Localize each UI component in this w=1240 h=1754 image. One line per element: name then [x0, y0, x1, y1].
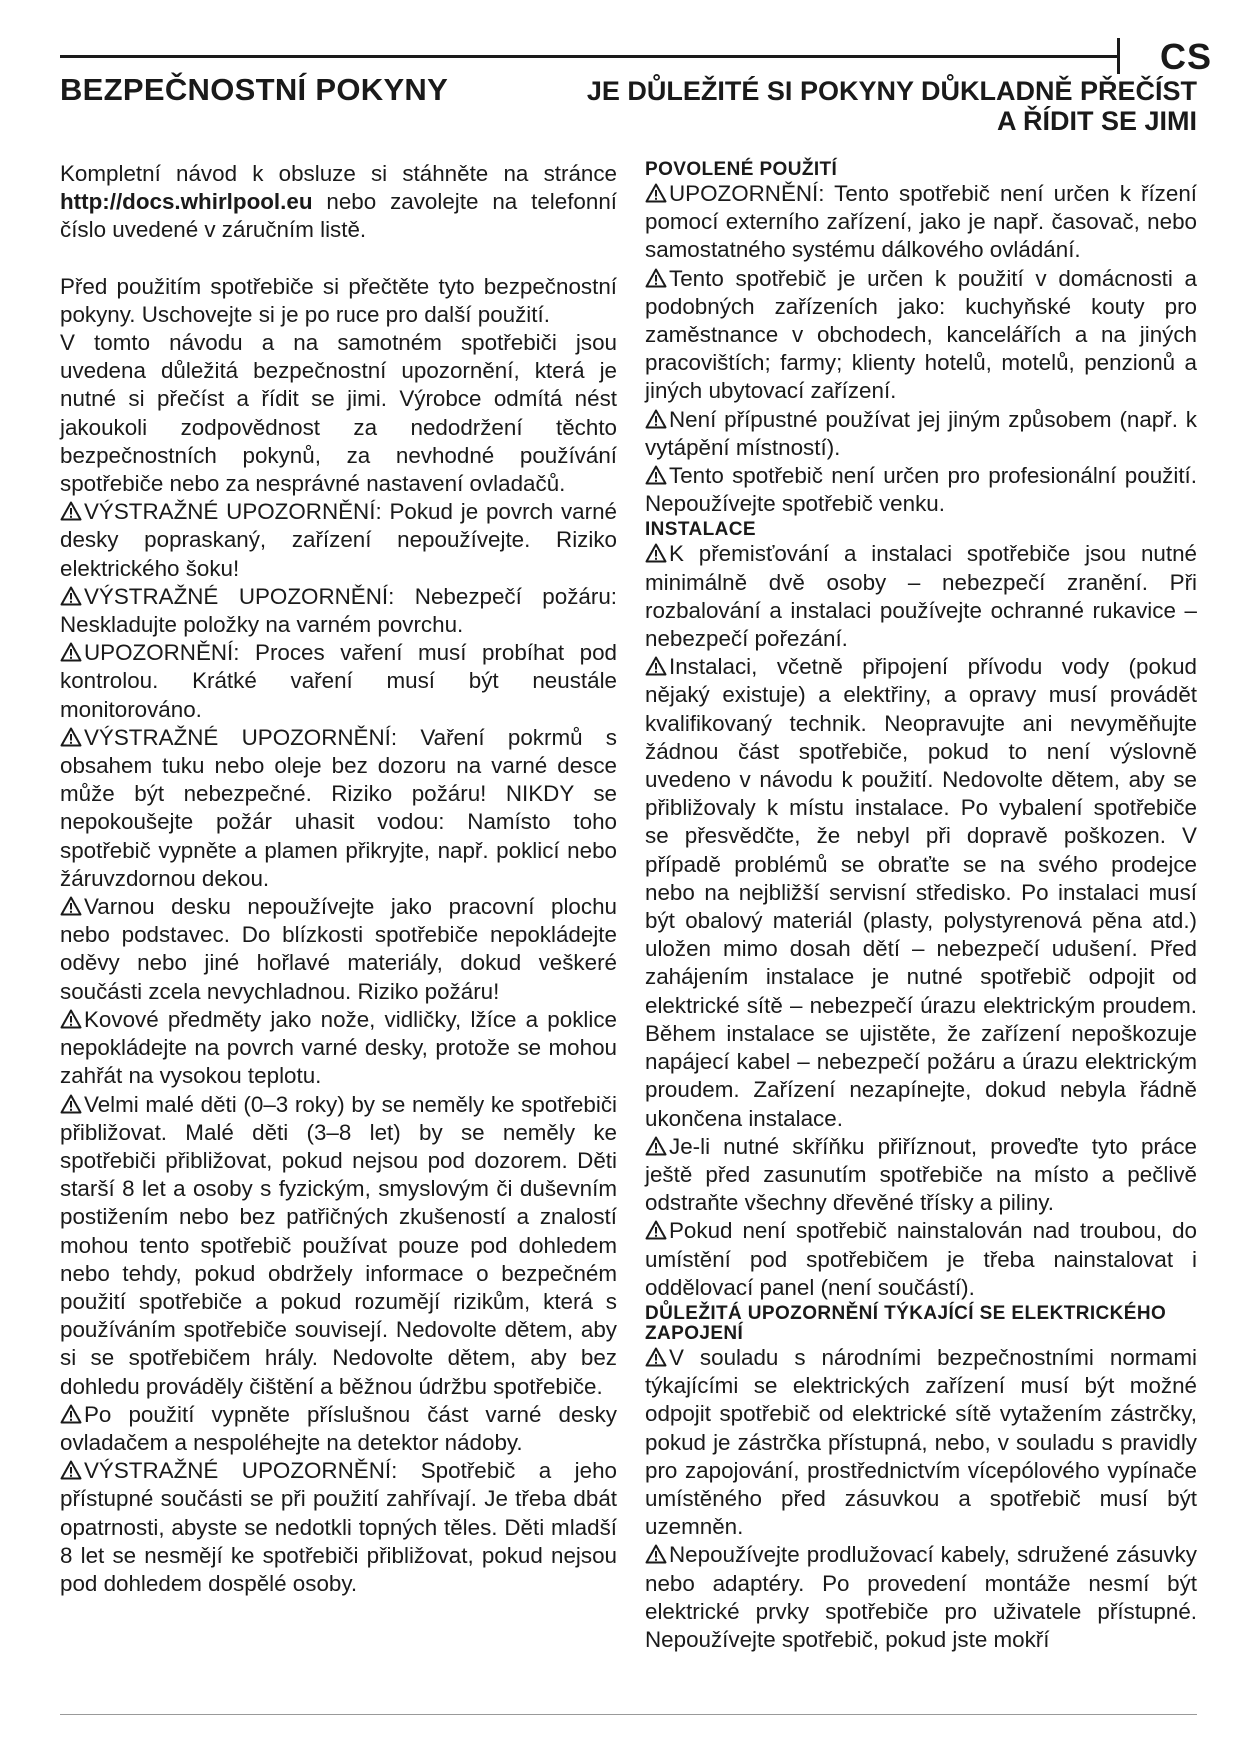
warning-triangle-icon [645, 656, 667, 676]
page-subtitle-line2: A ŘÍDIT SE JIMI [996, 106, 1197, 137]
paragraph-read-before-use: Před použitím spotřebiče si přečtěte tyto bezpečnostní pokyny. Uschovejte si je po ruce pro další použití. [60, 273, 617, 327]
top-rule [60, 55, 1117, 58]
warning-text: Je-li nutné skříňku přiříznout, proveďte tyto práce ještě před zasunutím spotřebiče na místo a pečlivě odstraňte všechny dřevěné třísky a piliny. [645, 1133, 1197, 1216]
warning-separation-panel [645, 1217, 1197, 1302]
warning-text: V souladu s národními bezpečnostními normami týkajícími se elektrických zařízení musí být možné odpojit spotřebič od elektrické sítě vytažením zástrčky, pokud je zástrčka přístupná, nebo, v souladu s pravidly pro zapojování, prostřednictvím vícepólového vypínače umístěného před zásuvkou a spotřebič musí být uzemněn. [645, 1344, 1197, 1540]
warning-text: VÝSTRAŽNÉ UPOZORNĚNÍ: Pokud je povrch varné desky popraskaný, zařízení nepoužívejte. Riziko elektrického šoku! [60, 499, 617, 581]
intro-text-after: nebo zavolejte na telefonní číslo uvedené v záručním listě. [60, 189, 617, 243]
warning-triangle-icon [645, 1220, 667, 1240]
section-heading-installation: INSTALACE [645, 519, 756, 541]
warning-fire-storage [60, 583, 617, 639]
warning-triangle-icon [60, 1460, 82, 1480]
warning-text: Nepoužívejte prodlužovací kabely, sdružené zásuvky nebo adaptéry. Po provedení montáže nesmí být elektrické prvky spotřebiče pro uživatele přístupné. Nepoužívejte spotřebič, pokud jste mokří [645, 1542, 1197, 1652]
warning-text: Instalaci, včetně připojení přívodu vody (pokud nějaký existuje) a elektřiny, a opravy musí provádět kvalifikovaný technik. Neopravujte ani nevyměňujte žádnou část spotřebiče, pokud to není výslovně uvedeno v návodu k použití. Nedovolte dětem, aby se přibližovaly k místu instalace. Po vybalení spotřebiče se přesvědčte, že nebyl při dopravě poškozen. V případě problémů se obraťte se na svého prodejce nebo na nejbližší servisní středisko. Po instalaci musí být obalový materiál (plasty, polystyrenová pěna atd.) uložen mimo dosah dětí – nebezpečí udušení. Před zahájením instalace je nutné spotřebič odpojit od elektrické sítě – nebezpečí úrazu elektrickým proudem. Během instalace se ujistěte, že zařízení nepoškozuje napájecí kabel – nebezpečí požáru a úrazu elektrickým proudem. Zařízení nezapínejte, dokud nebyla řádně ukončena instalace. [645, 654, 1197, 1131]
intro-paragraph [60, 160, 617, 245]
right-column [645, 158, 1197, 1654]
warning-triangle-icon [645, 543, 667, 563]
warning-supervised-cooking [60, 639, 617, 724]
bottom-rule [60, 1714, 1197, 1715]
warning-not-work-surface [60, 893, 617, 1006]
warning-text: Velmi malé děti (0–3 roky) by se neměly ke spotřebiči přibližovat. Malé děti (3–8 let) by se neměly ke spotřebiči přibližovat, pokud nejsou pod dozorem. Děti starší 8 let a osoby s fyzickým, smyslovým či duševním postižením nebo bez patřičných zkušeností a znalostí mohou tento spotřebič používat pouze pod dohledem nebo tehdy, pokud obdržely informace o bezpečném použití spotřebiče a pokud rozumějí rizikům, která s používáním spotřebiče souvisejí. Nedovolte dětem, aby si se spotřebičem hrály. Nedovolte dětem, aby bez dohledu prováděly čištění a běžnou údržbu spotřebiče. [60, 1091, 617, 1399]
warning-not-professional [645, 462, 1197, 518]
warning-hot-parts [60, 1457, 617, 1598]
docs-url: http://docs.whirlpool.eu [60, 189, 313, 215]
warning-fat-oil-fire [60, 724, 617, 893]
section-heading-permitted-use: POVOLENÉ POUŽITÍ [645, 159, 838, 180]
paragraph-manufacturer-disclaimer: V tomto návodu a na samotném spotřebiči jsou uvedena důležitá bezpečnostní upozornění, která je nutné si přečíst a řídit se jimi. Výrobce odmítá nést jakoukoli zodpovědnost za nedodržení těchto bezpečnostních pokynů, za nevhodné používání spotřebiče nebo za nesprávné nastavení ovladačů. [60, 330, 617, 497]
page-title: BEZPEČNOSTNÍ POKYNY [60, 72, 449, 107]
warning-text: Tento spotřebič není určen pro profesionální použití. Nepoužívejte spotřebič venku. [645, 463, 1197, 517]
warning-cracked-surface [60, 498, 617, 583]
warning-children [60, 1091, 617, 1401]
warning-triangle-icon [60, 501, 82, 521]
warning-triangle-icon [60, 1009, 82, 1029]
warning-triangle-icon [645, 1544, 667, 1564]
top-rule-tick [1117, 38, 1120, 74]
warning-two-persons [645, 540, 1197, 653]
warning-external-control [645, 180, 1197, 265]
warning-switch-off [60, 1401, 617, 1457]
warning-triangle-icon [60, 727, 82, 747]
warning-text: K přemisťování a instalaci spotřebiče jsou nutné minimálně dvě osoby – nebezpečí zranění. Při rozbalování a instalaci používejte ochranné rukavice – nebezpečí pořezání. [645, 541, 1197, 652]
warning-triangle-icon [645, 268, 667, 288]
warning-text: VÝSTRAŽNÉ UPOZORNĚNÍ: Vaření pokrmů s obsahem tuku nebo oleje bez dozoru na varné desce může být nebezpečné. Riziko požáru! NIKDY se nepokoušejte požár uhasit vodou: Namísto toho spotřebič vypněte a plamen přikryjte, např. poklicí nebo žáruvzdornou dekou. [60, 724, 617, 891]
warning-triangle-icon [645, 465, 667, 485]
warning-triangle-icon [60, 1094, 82, 1114]
warning-text: Není přípustné používat jej jiným způsobem (např. k vytápění místností). [645, 406, 1197, 460]
page-subtitle [587, 76, 1197, 136]
warning-triangle-icon [60, 586, 82, 606]
warning-text: VÝSTRAŽNÉ UPOZORNĚNÍ: Nebezpečí požáru: Neskladujte položky na varném povrchu. [60, 583, 617, 638]
warning-disconnect-mains [645, 1344, 1197, 1541]
warning-triangle-icon [645, 183, 667, 203]
warning-text: UPOZORNĚNÍ: Proces vaření musí probíhat pod kontrolou. Krátké vaření musí být neustále monitorováno. [60, 640, 617, 722]
warning-cabinet-cutting [645, 1133, 1197, 1218]
warning-triangle-icon [60, 1404, 82, 1424]
warning-text: UPOZORNĚNÍ: Tento spotřebič není určen k řízení pomocí externího zařízení, jako je např. časovač, nebo samostatného systému dálkového ovládání. [645, 181, 1197, 263]
warning-triangle-icon [645, 1347, 667, 1367]
warning-text: VÝSTRAŽNÉ UPOZORNĚNÍ: Spotřebič a jeho přístupné součásti se při použití zahřívají. Je třeba dbát opatrnosti, abyste se nedotkli topných těles. Děti mladší 8 let se nesmějí ke spotřebiči přibližovat, pokud nejsou pod dohledem dospělé osoby. [60, 1458, 617, 1596]
warning-household-use [645, 265, 1197, 406]
warning-triangle-icon [60, 642, 82, 662]
warning-no-other-use [645, 406, 1197, 462]
left-column [60, 160, 617, 1598]
language-code: CS [1159, 36, 1212, 77]
warning-triangle-icon [645, 1136, 667, 1156]
warning-text: Pokud není spotřebič nainstalován nad troubou, do umístění pod spotřebičem je třeba nainstalovat i oddělovací panel (není součástí). [645, 1218, 1197, 1300]
warning-qualified-technician [645, 653, 1197, 1132]
warning-text: Kovové předměty jako nože, vidličky, lžíce a poklice nepokládejte na povrch varné desky, protože se mohou zahřát na vysokou teplotu. [60, 1006, 617, 1089]
section-heading-electrical: DŮLEŽITÁ UPOZORNĚNÍ TÝKAJÍCÍ SE ELEKTRICKÉHO ZAPOJENÍ [645, 1302, 1167, 1344]
warning-text: Varnou desku nepoužívejte jako pracovní plochu nebo podstavec. Do blízkosti spotřebiče nepokládejte oděvy nebo jiné hořlavé materiály, dokud veškeré součásti zcela nevychladnou. Riziko požáru! [60, 894, 617, 1004]
warning-triangle-icon [60, 896, 82, 916]
warning-no-extension-cables [645, 1541, 1197, 1654]
warning-text: Po použití vypněte příslušnou část varné desky ovladačem a nespoléhejte na detektor nádoby. [60, 1401, 617, 1455]
page-subtitle-line1: JE DŮLEŽITÉ SI POKYNY DŮKLADNĚ PŘEČÍST [586, 76, 1197, 106]
warning-text: Tento spotřebič je určen k použití v domácnosti a podobných zařízeních jako: kuchyňské kouty pro zaměstnance v obchodech, kancelářích a na jiných pracovištích; farmy; klienty hotelů, motelů, penzionů a jiných ubytovací zařízení. [645, 265, 1197, 404]
intro-text-before: Kompletní návod k obsluze si stáhněte na stránce [60, 161, 617, 186]
warning-triangle-icon [645, 409, 667, 429]
warning-metal-objects [60, 1006, 617, 1091]
